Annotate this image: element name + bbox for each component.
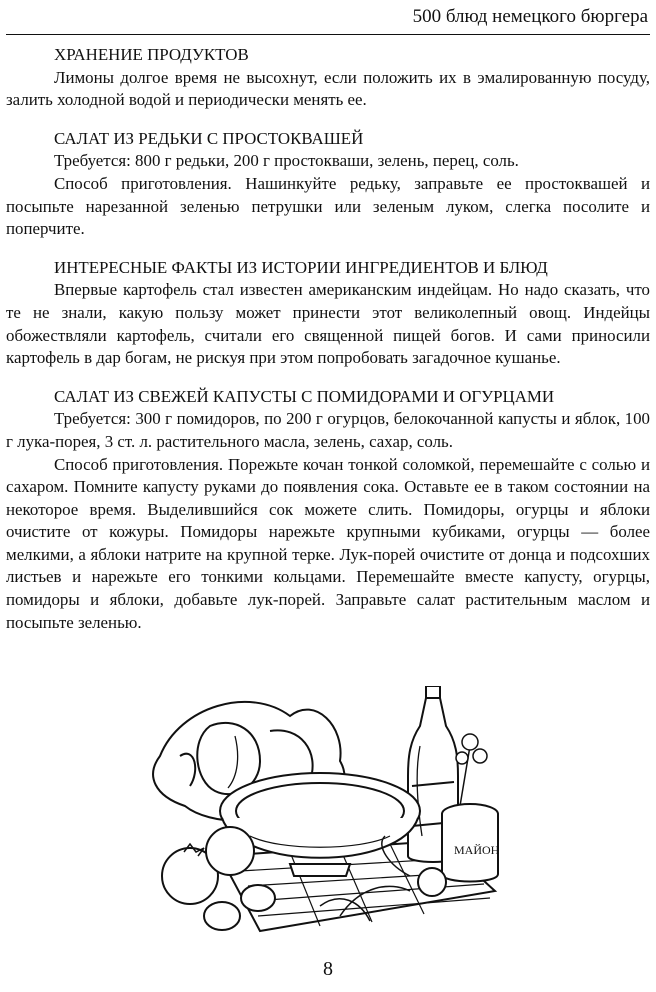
section-title-storage: ХРАНЕНИЕ ПРОДУКТОВ [54, 45, 249, 64]
paragraph-radish-ingredients: Требуется: 800 г редьки, 200 г простокваши, зелень, перец, соль. [54, 151, 519, 171]
jar-label: МАЙОН [454, 843, 500, 857]
parsley-icon [456, 734, 487, 806]
paragraph-cabbage-ingredients: Требуется: 300 г помидоров, по 200 г огурцов, белокочанной капусты и яблок, 100 г лука-порея, 3 ст. л. растительного масла, зелень, сахар, соль. [6, 409, 650, 451]
paragraph-lemons: Лимоны долгое время не высохнут, если положить их в эмалированную посуду, залить холодной водой и периодически менять ее. [6, 67, 650, 110]
running-header: 500 блюд немецкого бюргера [6, 4, 650, 35]
salad-illustration [140, 686, 530, 948]
paragraph-potato-fact: Впервые картофель стал известен американским индейцам. Но надо сказать, что те не знали, какую пользу может принести этот великолепный овощ. Индейцы обожествляли картофель, считали его священной пищей богов. И сами приносили картофель в дар богам, не рискуя при этом попробовать загадочное кушанье. [6, 280, 650, 368]
section-title-cabbage-salad: САЛАТ ИЗ СВЕЖЕЙ КАПУСТЫ С ПОМИДОРАМИ И ОГУРЦАМИ [54, 386, 555, 406]
section-title-radish-salad: САЛАТ ИЗ РЕДЬКИ С ПРОСТОКВАШЕЙ [54, 128, 364, 148]
mayonnaise-jar-icon [442, 804, 500, 882]
paragraph-radish-method: Способ приготовления. Нашинкуйте редьку, заправьте ее простоквашей и посыпьте нарезанной зеленью петрушки или зеленым луком, слегка посолите и поперчите. [6, 173, 650, 239]
paragraph-cabbage-method: Способ приготовления. Порежьте кочан тонкой соломкой, перемешайте с солью и сахаром. Помните капусту руками до появления сока. Оставьте ее в таком состоянии на некоторое время. Выделившийся сок можете слить. Помидоры, огурцы и яблоки очистите от кожуры. Помидоры нарежьте крупными кубиками, огурцы — более мелкими, а яблоки натрите на крупной терке. Лук-порей очистите от донца и подсохших листьев и нарежьте его тонкими кольцами. Перемешайте вместе капусту, огурцы, помидоры и яблоки, добавьте лук-порей. Заправьте салат растительным маслом и посыпьте зеленью. [6, 454, 650, 632]
page-number: 8 [323, 958, 333, 980]
section-title-facts: ИНТЕРЕСНЫЕ ФАКТЫ ИЗ ИСТОРИИ ИНГРЕДИЕНТОВ И БЛЮД [54, 257, 548, 277]
page-content [6, 44, 650, 634]
